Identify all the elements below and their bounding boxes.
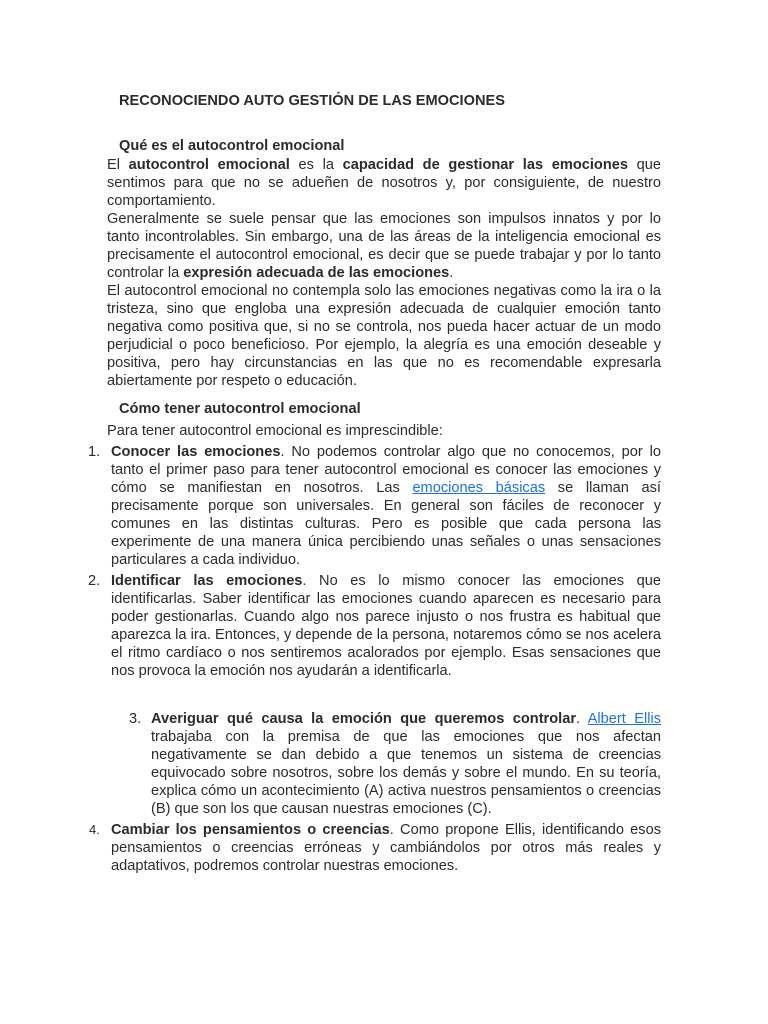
- section-autocontrol-body: [107, 156, 661, 390]
- paragraph-generalmente: Generalmente se suele pensar que las emociones son impulsos innatos y por lo tanto incontrolables. Sin embargo, una de las áreas de la inteligencia emocional es precisamente el autocontrol emocional, es decir que se puede trabajar y por lo tanto controlar la expresión adecuada de las emociones.: [107, 211, 661, 281]
- bold-autocontrol-emocional: autocontrol emocional: [128, 157, 290, 173]
- bold-identificar-emociones: Identificar las emociones: [111, 573, 303, 589]
- list-item-1: 1. Conocer las emociones. No podemos controlar algo que no conocemos, por lo tanto el primer paso para tener autocontrol emocional es conocer las emociones y cómo se manifiestan en nosotros. Las emociones básicas se llaman así precisamente porque son universales. En general son fáciles de reconocer y comunes en las distintas culturas. Pero es posible que cada persona las experimente de una manera única percibiendo unas señales o unas sensaciones particulares a cada individuo.: [88, 444, 661, 568]
- bold-cambiar-pensamientos: Cambiar los pensamientos o creencias: [111, 822, 390, 838]
- document-title: RECONOCIENDO AUTO GESTIÓN DE LAS EMOCIONES: [119, 93, 505, 109]
- bold-expresion-adecuada: expresión adecuada de las emociones: [183, 265, 450, 281]
- bold-averiguar-causa: Averiguar qué causa la emoción que queremos controlar: [151, 711, 577, 727]
- list-item-2: 2. Identificar las emociones. No es lo mismo conocer las emociones que identificarlas. Saber identificar las emociones cuando aparecen es necesario para poder gestionarlas. Cuando algo nos parece injusto o nos frustra es habitual que aparezca la ira. Entonces, y depende de la persona, notaremos cómo se nos acelera el ritmo cardíaco o nos sentiremos acalorados por ejemplo. Esas sensaciones que nos provoca la emoción nos ayudarán a identificarla.: [88, 573, 661, 679]
- section-heading-autocontrol: Qué es el autocontrol emocional: [119, 138, 345, 154]
- bold-capacidad-gestionar: capacidad de gestionar las emociones: [342, 157, 628, 173]
- list-number: 3.: [129, 711, 142, 727]
- paragraph-autocontrol-negativas: El autocontrol emocional no contempla solo las emociones negativas como la ira o la tristeza, sino que engloba una expresión adecuada de cualquier emoción tanto negativa como positiva que, si no se controla, nos pueda hacer actuar de un modo perjudicial o poco beneficioso. Por ejemplo, la alegría es una emoción deseable y positiva, pero hay circunstancias en las que no es recomendable expresarla abiertamente por respeto o educación.: [107, 283, 661, 389]
- link-emociones-basicas[interactable]: emociones básicas: [412, 480, 546, 496]
- link-albert-ellis[interactable]: Albert Ellis: [587, 711, 662, 727]
- list-number: 2.: [88, 573, 101, 589]
- list-item-3: 3. Averiguar qué causa la emoción que queremos controlar. Albert Ellis trabajaba con la premisa de que las emociones que nos afectan negativamente se dan debido a que tenemos un sistema de creencias equivocado sobre nosotros, sobre los demás y sobre el mundo. En su teoría, explica cómo un acontecimiento (A) activa nuestros pensamientos o creencias (B) que son los que causan nuestras emociones (C).: [129, 711, 662, 817]
- list-number: 4.: [89, 822, 100, 837]
- section-heading-como-tener: Cómo tener autocontrol emocional: [119, 401, 361, 417]
- paragraph-definition: El autocontrol emocional es la capacidad de gestionar las emociones que sentimos para que no se adueñen de nosotros y, por consiguiente, de nuestro comportamiento.: [107, 157, 662, 209]
- list-item-4: 4. Cambiar los pensamientos o creencias. Como propone Ellis, identificando esos pensamientos o creencias erróneas y cambiándolos por otros más reales y adaptativos, podremos controlar nuestras emociones.: [89, 822, 661, 874]
- bold-conocer-emociones: Conocer las emociones: [111, 444, 281, 460]
- section-intro: Para tener autocontrol emocional es imprescindible:: [107, 423, 443, 439]
- list-number: 1.: [88, 444, 101, 460]
